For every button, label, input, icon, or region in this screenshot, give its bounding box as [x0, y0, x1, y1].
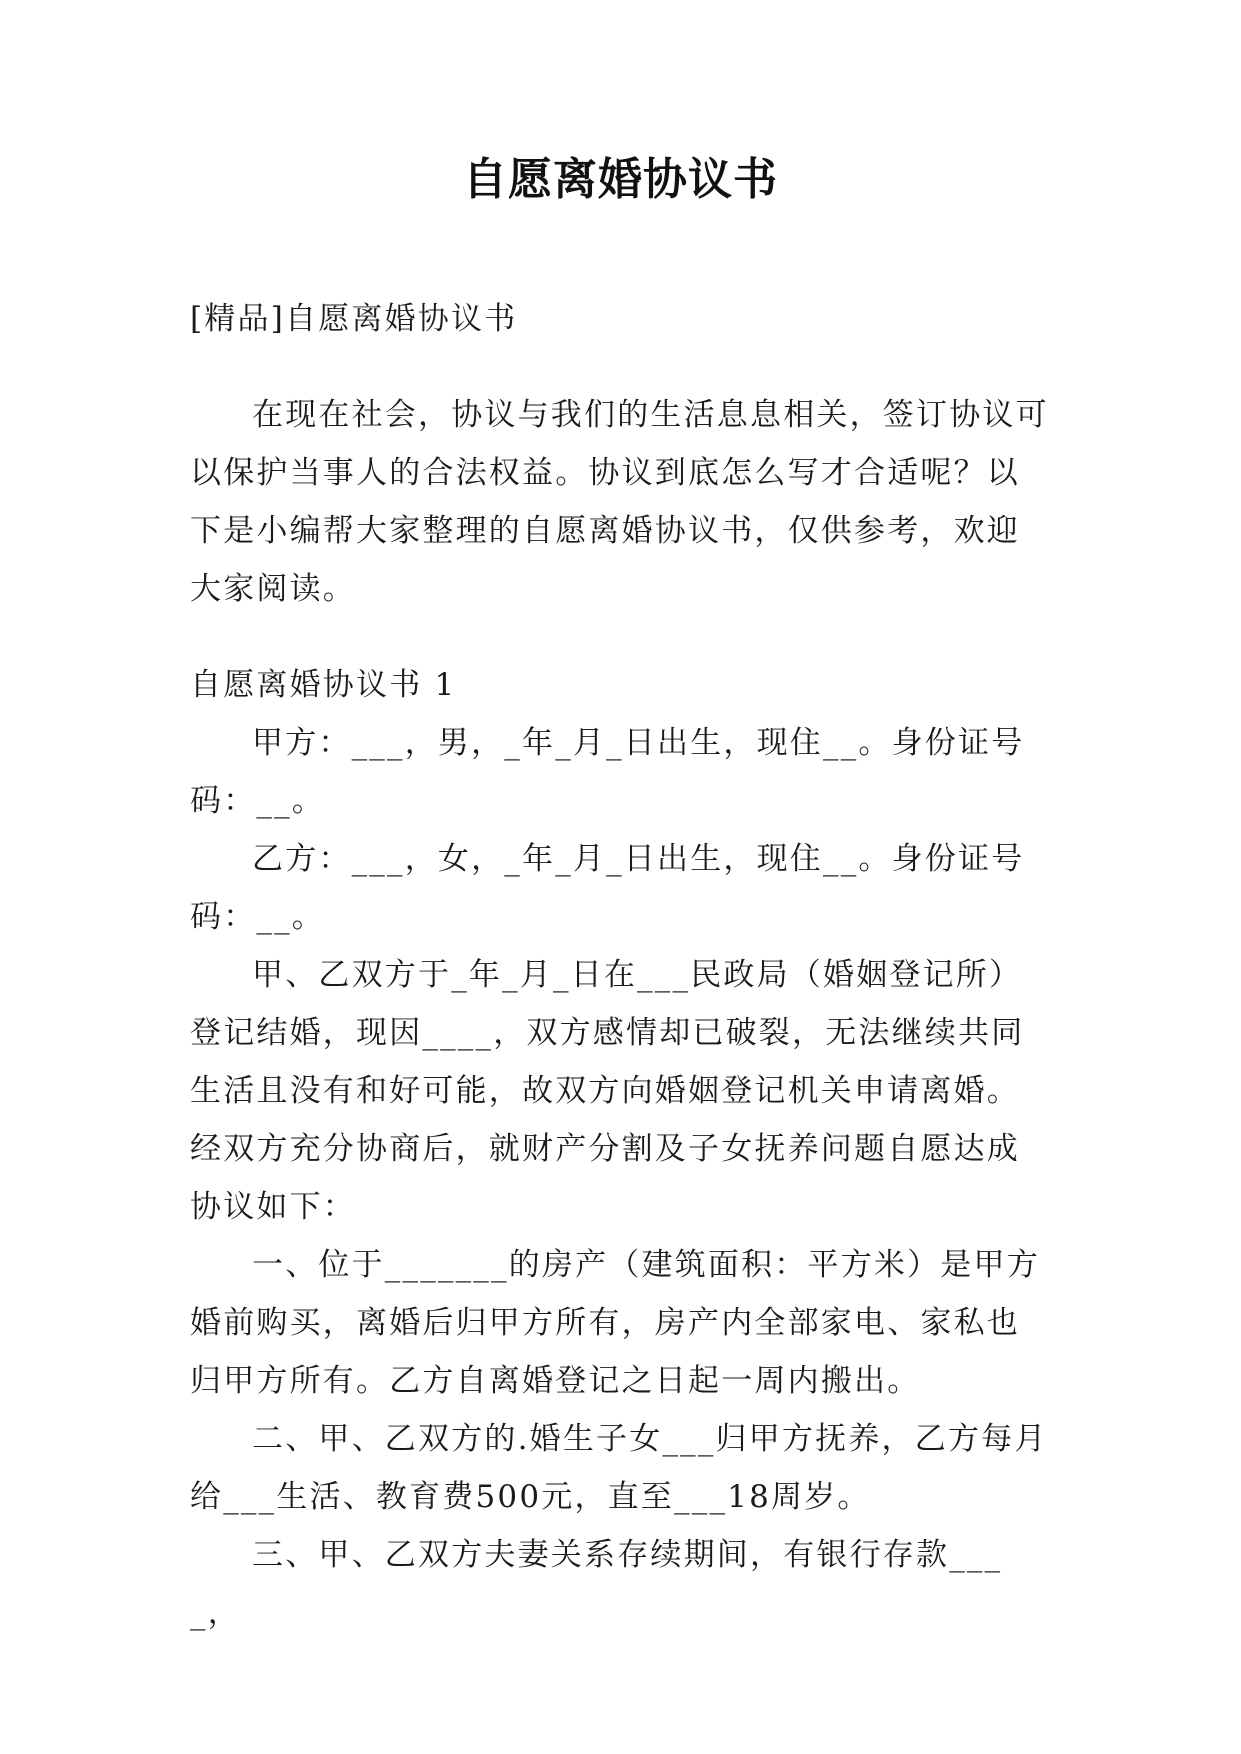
- clause-two-paragraph: 二、甲、乙双方的.婚生子女___归甲方抚养，乙方每月给___生活、教育费500元，直至___18周岁。: [190, 1421, 1048, 1515]
- clause-three-paragraph: 三、甲、乙双方夫妻关系存续期间，有银行存款____，: [190, 1537, 1003, 1631]
- party-a-paragraph: 甲方：___，男，_年_月_日出生，现住__。身份证号码：__。: [190, 725, 1025, 819]
- document-title: 自愿离婚协议书: [463, 154, 778, 205]
- clause-one-paragraph: 一、位于_______的房产（建筑面积：平方米）是甲方婚前购买，离婚后归甲方所有，房产内全部家电、家私也归甲方所有。乙方自离婚登记之日起一周内搬出。: [190, 1247, 1040, 1399]
- document-body: [190, 290, 1052, 1642]
- intro-paragraph: 在现在社会，协议与我们的生活息息相关，签订协议可以保护当事人的合法权益。协议到底怎么写才合适呢？以下是小编帮大家整理的自愿离婚协议书，仅供参考，欢迎大家阅读。: [190, 397, 1049, 607]
- marriage-paragraph: 甲、乙双方于_年_月_日在___民政局（婚姻登记所）登记结婚，现因____，双方感情却已破裂，无法继续共同生活且没有和好可能，故双方向婚姻登记机关申请离婚。经双方充分协商后，就财产分割及子女抚养问题自愿达成协议如下：: [190, 957, 1025, 1225]
- section-heading: 自愿离婚协议书 1: [190, 667, 457, 703]
- document-subtitle: [精品]自愿离婚协议书: [190, 301, 518, 337]
- party-b-paragraph: 乙方：___，女，_年_月_日出生，现住__。身份证号码：__。: [190, 841, 1025, 935]
